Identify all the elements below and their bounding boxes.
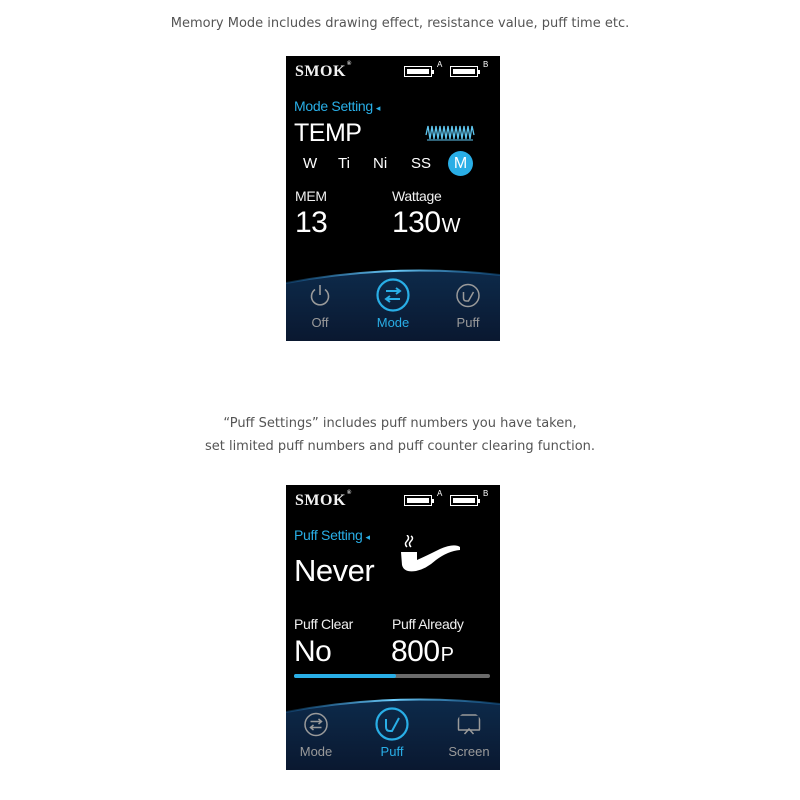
left-arrow-icon: ◂ — [375, 103, 381, 113]
nav-screen-label: Screen — [448, 744, 490, 759]
wattage-unit: W — [441, 215, 460, 237]
mode-setting-text: Mode Setting — [294, 98, 373, 114]
battery-a-icon — [404, 66, 432, 77]
battery-a-icon — [404, 495, 432, 506]
battery-b-icon — [450, 66, 478, 77]
metal-option-ti[interactable]: Ti — [338, 155, 350, 172]
bottom-nav-bar — [286, 265, 500, 341]
wattage-label: Wattage — [392, 188, 442, 204]
caption-puff-settings — [0, 412, 800, 458]
bottom-nav-bar — [286, 694, 500, 770]
nav-puff-button-active[interactable] — [362, 694, 422, 770]
caption-puff-line-1: “Puff Settings” includes puff numbers you have taken, — [223, 416, 577, 431]
battery-b-label: B — [483, 489, 489, 498]
puff-clear-value: No — [294, 635, 332, 668]
coil-wave-icon — [425, 122, 475, 144]
brand-registered-mark: ® — [346, 490, 352, 496]
nav-mode-button-active[interactable] — [363, 265, 423, 341]
brand-logo — [295, 63, 352, 81]
left-arrow-icon: ◂ — [365, 532, 370, 542]
brand-logo — [295, 492, 352, 510]
battery-a-label: A — [437, 60, 443, 69]
nav-mode-label: Mode — [299, 744, 333, 759]
metal-option-w[interactable]: W — [303, 155, 318, 172]
puff-limit-value: Never — [294, 553, 375, 588]
metal-option-ss[interactable]: SS — [411, 155, 432, 172]
caption-memory-mode: Memory Mode includes drawing effect, resistance value, puff time etc. — [170, 16, 630, 31]
mode-value: TEMP — [294, 119, 362, 147]
nav-screen-button[interactable] — [439, 694, 499, 770]
brand-text: SMOK — [295, 63, 346, 80]
puff-icon — [456, 283, 481, 308]
device-screen-mode — [286, 56, 500, 341]
nav-off-label: Off — [311, 315, 329, 330]
caption-puff-line-2: set limited puff numbers and puff counter clearing function. — [204, 439, 596, 454]
nav-mode-label: Mode — [376, 315, 410, 330]
pipe-icon — [398, 535, 462, 583]
puff-progress-fill — [294, 674, 396, 678]
nav-puff-label: Puff — [456, 315, 480, 330]
brand-text: SMOK — [295, 492, 346, 509]
metal-option-m-selected[interactable]: M — [448, 151, 473, 176]
nav-off-button[interactable] — [290, 265, 350, 341]
screen-icon — [457, 712, 482, 737]
nav-puff-label: Puff — [380, 744, 404, 759]
nav-puff-button[interactable] — [438, 265, 498, 341]
puff-progress-bar — [294, 674, 490, 678]
metal-option-ni[interactable]: Ni — [373, 155, 388, 172]
brand-registered-mark: ® — [346, 61, 352, 67]
mode-setting-label[interactable] — [294, 98, 380, 114]
battery-a-label: A — [437, 489, 443, 498]
battery-b-label: B — [483, 60, 489, 69]
puff-icon — [375, 707, 409, 741]
battery-b-icon — [450, 495, 478, 506]
mode-switch-icon — [304, 712, 329, 737]
device-screen-puff — [286, 485, 500, 770]
mem-label: MEM — [295, 188, 327, 204]
puff-setting-label[interactable] — [294, 527, 370, 543]
puff-already-label: Puff Already — [392, 616, 464, 632]
puff-already-number: 800 — [391, 635, 440, 668]
nav-mode-button[interactable] — [286, 694, 346, 770]
puff-already-unit: P — [440, 644, 454, 666]
puff-setting-text: Puff Setting — [294, 527, 363, 543]
puff-clear-label: Puff Clear — [294, 616, 353, 632]
puff-already-value — [391, 635, 453, 669]
mode-switch-icon — [376, 278, 410, 312]
power-icon — [308, 283, 333, 308]
wattage-number: 130 — [392, 206, 441, 239]
wattage-value — [392, 206, 460, 240]
mem-value: 13 — [295, 206, 328, 239]
